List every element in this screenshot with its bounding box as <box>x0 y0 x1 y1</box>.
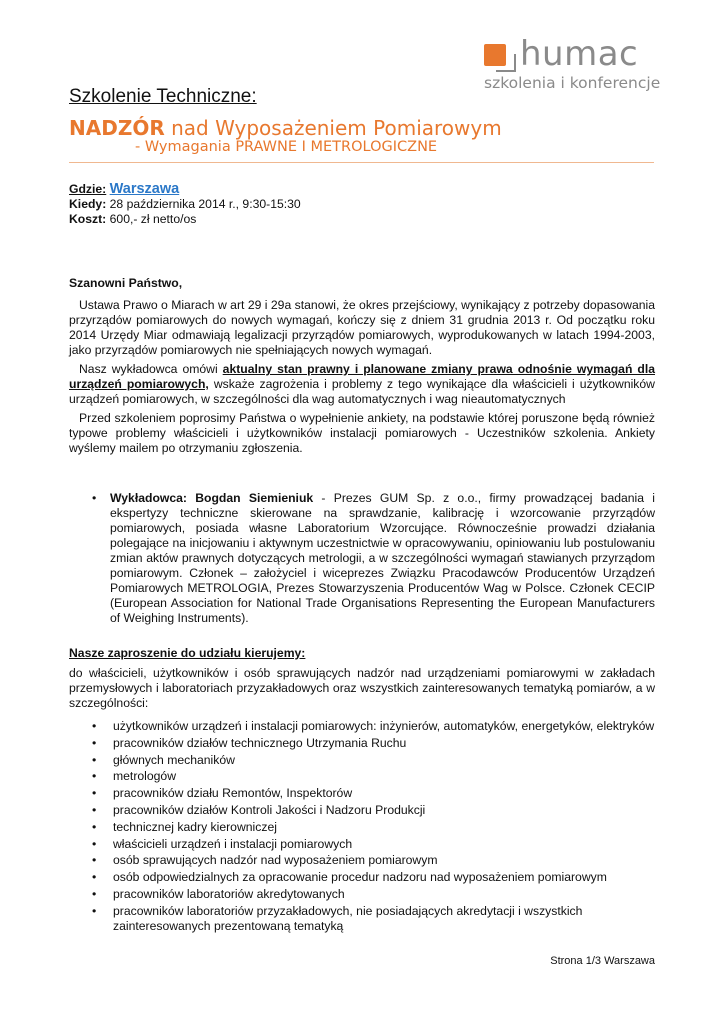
paragraph-lecturer-topic <box>69 362 655 407</box>
course-label: Szkolenie Techniczne: <box>69 86 257 107</box>
list-item: • metrologów <box>92 769 655 784</box>
list-item: • właścicieli urządzeń i instalacji pomiarowych <box>92 837 655 852</box>
where-row <box>69 182 654 197</box>
header-divider <box>69 162 654 163</box>
invitation-section <box>69 646 655 711</box>
when-row <box>69 197 654 212</box>
list-item: • użytkowników urządzeń i instalacji pomiarowych: inżynierów, automatyków, energetyków, elektryków <box>92 719 655 734</box>
paragraph-lecturer-topic-bold: aktualny stan prawny i planowane zmiany prawa odnośnie wymagań dla urządzeń pomiarowych, <box>69 362 655 391</box>
lecturer-label: Wykładowca: Bogdan Siemieniuk <box>110 491 314 505</box>
list-item: • pracowników laboratoriów akredytowanych <box>92 887 655 902</box>
cost-row <box>69 212 654 227</box>
list-item: • głównych mechaników <box>92 753 655 768</box>
list-item: • pracowników działu Remontów, Inspektorów <box>92 786 655 801</box>
list-item: • technicznej kadry kierowniczej <box>92 820 655 835</box>
course-title <box>69 116 502 140</box>
course-title-rest: nad Wyposażeniem Pomiarowym <box>164 116 502 140</box>
course-subtitle: - Wymagania PRAWNE I METROLOGICZNE <box>135 139 438 155</box>
cost-value: 600,- zł netto/os <box>106 212 197 226</box>
logo-bracket-icon <box>496 54 516 72</box>
letter-body <box>69 276 655 460</box>
list-item: • pracowników laboratoriów przyzakładowych, nie posiadających akredytacji i wszystkich zainteresowanych prezentowaną tematyką <box>92 904 655 934</box>
humac-logo <box>484 34 674 100</box>
event-details <box>69 182 654 227</box>
when-label: Kiedy: <box>69 197 107 211</box>
paragraph-survey: Przed szkoleniem poprosimy Państwa o wypełnienie ankiety, na podstawie której poruszone będą również typowe problemy właścicieli i użytkowników instalacji pomiarowych - Uczestników szkolenia. Ankiety wyślemy mailem po otrzymaniu zgłoszenia. <box>69 411 655 455</box>
list-item: • osób sprawujących nadzór nad wyposażeniem pomiarowym <box>92 853 655 868</box>
lecturer-bio <box>110 491 655 626</box>
when-value: 28 października 2014 r., 9:30-15:30 <box>106 197 301 211</box>
list-item: • pracowników działów technicznego Utrzymania Ruchu <box>92 736 655 751</box>
list-item: • osób odpowiedzialnych za opracowanie procedur nadzoru nad wyposażeniem pomiarowym <box>92 870 655 885</box>
where-value[interactable]: Warszawa <box>109 181 180 197</box>
paragraph-lecturer-topic-a: Nasz wykładowca omówi <box>79 362 223 376</box>
logo-wordmark: humac <box>520 34 639 74</box>
target-audience-list <box>92 719 655 936</box>
page-footer: Strona 1/3 Warszawa <box>550 955 655 967</box>
invitation-intro: do właścicieli, użytkowników i osób sprawujących nadzór nad urządzeniami pomiarowymi w zakładach przemysłowych i laboratoriach przyzakładowych oraz wszystkich zainteresowanych tematyką pomiarów, a w szczególności: <box>69 666 655 710</box>
invitation-heading: Nasze zaproszenie do udziału kierujemy: <box>69 646 306 660</box>
where-label: Gdzie: <box>69 182 107 196</box>
bullet-icon: • <box>92 491 97 505</box>
course-title-bold: NADZÓR <box>69 116 165 140</box>
greeting: Szanowni Państwo, <box>69 276 183 290</box>
paragraph-law: Ustawa Prawo o Miarach w art 29 i 29a stanowi, że okres przejściowy, wynikający z potrzeby dopasowania przyrządów pomiarowych do nowych wymagań, kończy się z dniem 31 grudnia 2013 r. Od początku roku 2014 Urzędy Miar odmawiają legalizacji przyrządów pomiarowych, wyprodukowanych w latach 1994-2003, jako przyrządów pomiarowych nie spełniających nowych wymagań. <box>69 298 655 357</box>
logo-tagline: szkolenia i konferencje <box>484 74 661 92</box>
lecturer-section <box>92 491 655 626</box>
paragraph-lecturer-topic-b: wskaże zagrożenia i problemy z tego wynikające dla właścicieli i użytkowników urządzeń pomiarowych, w szczególności dla wag automatycznych i wag nieautomatycznych <box>69 377 655 406</box>
cost-label: Koszt: <box>69 212 107 226</box>
list-item: • pracowników działów Kontroli Jakości i Nadzoru Produkcji <box>92 803 655 818</box>
lecturer-text: - Prezes GUM Sp. z o.o., firmy prowadzącej badania i ekspertyzy techniczne skierowane na sprawdzanie, kalibrację i wzorcowanie przyrządów pomiarowych, posiada własne Laboratorium Wzorcujące. Równocześnie prowadzi działania polegające na inicjowaniu i aktywnym uczestnictwie w opracowywaniu, opiniowaniu lub postulowaniu zmian aktów prawnych dotyczących metrologii, a w szczególności wymagań stawianych przyrządom pomiarowym. Członek – założyciel i wiceprezes Związku Pracodawców Producentów Urządzeń Pomiarowych METROLOGIA, Prezes Stowarzyszenia Producentów Wag w Polsce. Członek CECIP (European Association for National Trade Organisations Representing the European Manufacturers of Weighing Instruments). <box>110 491 655 625</box>
